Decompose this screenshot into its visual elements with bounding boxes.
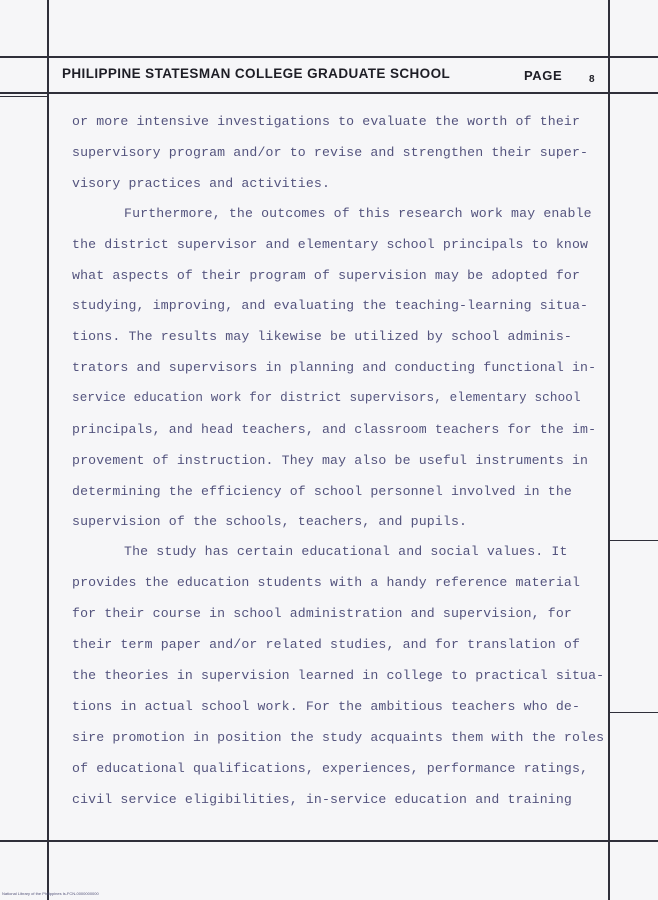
text-line: service education work for district supervisors, elementary school — [72, 391, 581, 405]
text-line: their term paper and/or related studies, and for translation of — [72, 637, 581, 652]
text-line: tions in actual school work. For the ambitious teachers who de- — [72, 699, 581, 714]
text-line: supervisory program and/or to revise and strengthen their super- — [72, 145, 589, 160]
text-line: tions. The results may likewise be utilized by school adminis- — [72, 329, 572, 344]
text-line: principals, and head teachers, and classroom teachers for the im- — [72, 422, 597, 437]
text-line: for their course in school administration and supervision, for — [72, 606, 572, 621]
text-line: determining the efficiency of school personnel involved in the — [72, 484, 572, 499]
footer-caption: National Library of the Philippines ls-FCN-0000000000 — [2, 891, 99, 896]
header-title: PHILIPPINE STATESMAN COLLEGE GRADUATE SCHOOL — [62, 66, 451, 81]
text-line: or more intensive investigations to evaluate the worth of their — [72, 114, 581, 129]
page-label: PAGE — [524, 68, 563, 83]
text-line: sire promotion in position the study acquaints them with the roles — [72, 730, 605, 745]
text-line: provement of instruction. They may also be useful instruments in — [72, 453, 589, 468]
page-number: 8 — [589, 74, 595, 85]
text-line: visory practices and activities. — [72, 176, 331, 191]
text-line: supervision of the schools, teachers, and pupils. — [72, 514, 468, 529]
text-line: Furthermore, the outcomes of this research work may enable — [124, 206, 592, 221]
text-line: civil service eligibilities, in-service education and training — [72, 792, 572, 807]
text-line: of educational qualifications, experiences, performance ratings, — [72, 761, 589, 776]
text-line: studying, improving, and evaluating the teaching-learning situa- — [72, 298, 589, 313]
text-line: what aspects of their program of supervision may be adopted for — [72, 268, 581, 283]
text-line: the theories in supervision learned in college to practical situa- — [72, 668, 605, 683]
text-line: the district supervisor and elementary school principals to know — [72, 237, 589, 252]
text-line: trators and supervisors in planning and conducting functional in- — [72, 360, 597, 375]
text-line: provides the education students with a handy reference material — [72, 575, 581, 590]
text-line: The study has certain educational and social values. It — [124, 544, 568, 559]
